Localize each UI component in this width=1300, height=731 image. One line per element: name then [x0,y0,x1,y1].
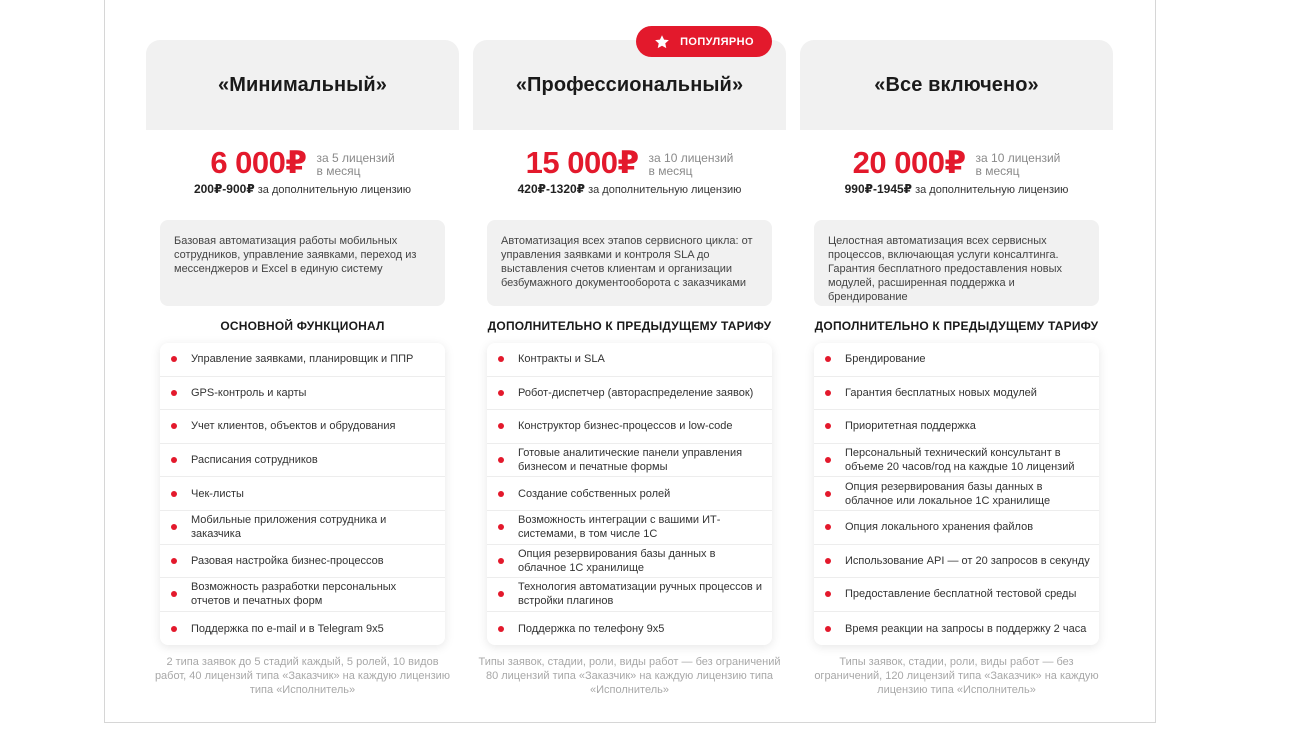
extra-license-price [800,182,1113,200]
price-note-licenses: за 5 лицензий [316,151,395,165]
price-note [649,152,734,178]
plan-title: «Все включено» [874,73,1039,96]
plan-description: Автоматизация всех этапов сервисного цикла: от управления заявками и контроля SLA до выставления счетов клиентам и организации безбумажного документооборота с заказчиками [487,220,772,306]
price-note-period: в месяц [975,164,1020,178]
plan-header [800,40,1113,130]
extra-license-price [473,182,786,200]
plan-footnote: 2 типа заявок до 5 стадий каждый, 5 ролей, 10 видов работ, 40 лицензий типа «Заказчик» на каждую лицензию типа «Исполнитель» [154,656,451,697]
feature-item: Конструктор бизнес-процессов и low-code [487,410,772,444]
price-note [976,152,1061,178]
plan-card-professional[interactable] [473,40,786,697]
section-title: ДОПОЛНИТЕЛЬНО К ПРЕДЫДУЩЕМУ ТАРИФУ [487,319,772,333]
feature-item: Робот-диспетчер (автораспределение заявок) [487,377,772,411]
plan-price: 20 000₽ [852,145,966,180]
price-note-period: в месяц [316,164,361,178]
feature-list [487,343,772,645]
feature-item: Управление заявками, планировщик и ППР [160,343,445,377]
extra-license-price [146,182,459,200]
feature-item: Предоставление бесплатной тестовой среды [814,578,1099,612]
feature-item: Контракты и SLA [487,343,772,377]
extra-range: 990₽-1945₽ [844,182,913,196]
plan-card-minimal[interactable] [146,40,459,697]
feature-item: Брендирование [814,343,1099,377]
price-row [146,144,459,182]
plan-header [146,40,459,130]
feature-item: Приоритетная поддержка [814,410,1099,444]
feature-item: Чек-листы [160,477,445,511]
extra-label: за дополнительную лицензию [588,184,742,196]
plan-footnote: Типы заявок, стадии, роли, виды работ — без ограничений 80 лицензий типа «Заказчик» на каждую лицензию типа «Исполнитель» [478,656,781,697]
feature-item: Опция резервирования базы данных в облачное 1С хранилище [487,545,772,579]
price-note-licenses: за 10 лицензий [648,151,734,165]
feature-item: Поддержка по телефону 9x5 [487,612,772,646]
feature-item: Поддержка по e-mail и в Telegram 9x5 [160,612,445,646]
feature-item: Персональный технический консультант в объеме 20 часов/год на каждые 10 лицензий [814,444,1099,478]
feature-list [814,343,1099,645]
feature-item: Мобильные приложения сотрудника и заказчика [160,511,445,545]
feature-item: Время реакции на запросы в поддержку 2 часа [814,612,1099,646]
feature-item: Использование API — от 20 запросов в секунду [814,545,1099,579]
feature-item: Гарантия бесплатных новых модулей [814,377,1099,411]
plan-card-all-inclusive[interactable] [800,40,1113,697]
feature-item: Возможность разработки персональных отчетов и печатных форм [160,578,445,612]
price-note-period: в месяц [648,164,693,178]
plan-title: «Минимальный» [218,73,387,96]
plan-price: 15 000₽ [525,145,639,180]
price-row [473,144,786,182]
section-title: ДОПОЛНИТЕЛЬНО К ПРЕДЫДУЩЕМУ ТАРИФУ [814,319,1099,333]
feature-item: Готовые аналитические панели управления бизнесом и печатные формы [487,444,772,478]
extra-label: за дополнительную лицензию [257,184,412,196]
extra-label: за дополнительную лицензию [915,184,1069,196]
price-row [800,144,1113,182]
section-title: ОСНОВНОЙ ФУНКЦИОНАЛ [220,319,385,333]
star-icon [654,34,670,50]
plan-footnote: Типы заявок, стадии, роли, виды работ — без ограничений, 120 лицензий типа «Заказчик» на каждую лицензию типа «Исполнитель» [814,656,1099,697]
plan-price: 6 000₽ [210,145,307,180]
feature-item: Создание собственных ролей [487,477,772,511]
plan-description: Базовая автоматизация работы мобильных сотрудников, управление заявками, переход из мессенджеров и Excel в единую систему [160,220,445,306]
extra-range: 200₽-900₽ [193,182,255,196]
price-note-licenses: за 10 лицензий [975,151,1061,165]
plan-title: «Профессиональный» [515,73,744,96]
extra-range: 420₽-1320₽ [517,182,586,196]
feature-item: Возможность интеграции с вашими ИТ-системами, в том числе 1С [487,511,772,545]
feature-item: Расписания сотрудников [160,444,445,478]
feature-item: Разовая настройка бизнес-процессов [160,545,445,579]
feature-item: Учет клиентов, объектов и обрудования [160,410,445,444]
feature-item: Опция локального хранения файлов [814,511,1099,545]
feature-list [160,343,445,645]
popular-badge [636,26,772,57]
popular-badge-label: ПОПУЛЯРНО [680,35,754,48]
plan-description: Целостная автоматизация всех сервисных процессов, включающая услуги консалтинга. Гарантия бесплатного предоставления новых модулей, расширенная поддержка и брендирование [814,220,1099,306]
price-note [316,152,394,178]
feature-item: Технология автоматизации ручных процессов и встройки плагинов [487,578,772,612]
feature-item: Опция резервирования базы данных в облачное или локальное 1С хранилище [814,477,1099,511]
feature-item: GPS-контроль и карты [160,377,445,411]
